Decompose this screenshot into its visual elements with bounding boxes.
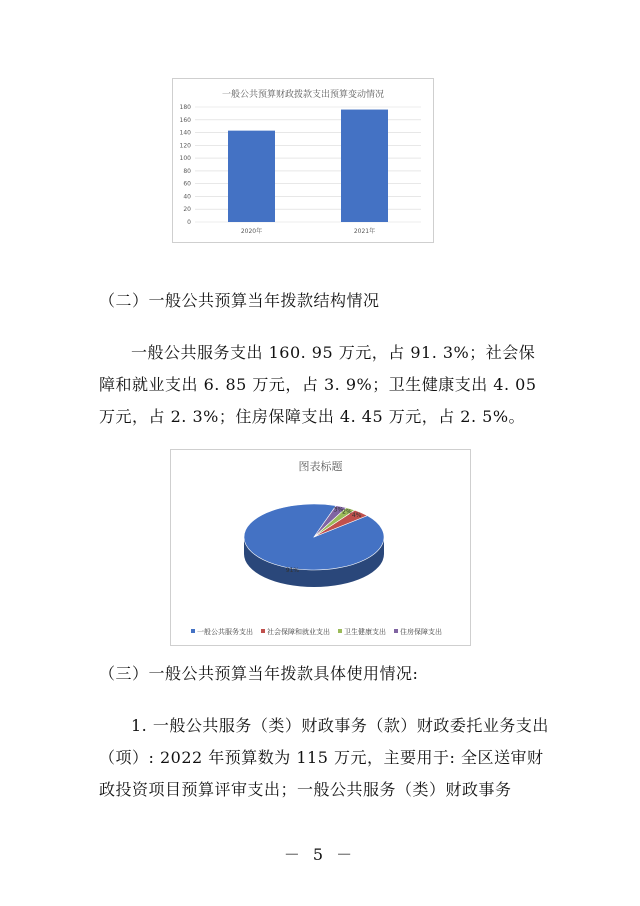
paragraph-usage: 1. 一般公共服务（类）财政事务（款）财政委托业务支出（项）: 2022 年预算数为 115 万元，主要用于: 全区送审财政投资项目预算评审支出；一般公共服务（类）财政事务 [99,716,549,799]
y-tick-label: 0 [187,219,191,226]
legend-label: 卫生健康支出 [344,628,386,636]
y-tick-label: 60 [183,180,191,188]
x-tick-label: 2020年 [240,228,263,235]
section-heading-3: （三）一般公共预算当年拨款具体使用情况: [99,664,419,683]
y-tick-label: 80 [183,167,191,175]
pie-data-label: 4% [351,512,362,520]
bar-chart-title: 一般公共预算财政拨款支出预算变动情况 [221,90,384,100]
y-tick-label: 160 [179,116,191,124]
y-tick-label: 120 [179,142,191,150]
bar [228,131,275,222]
x-tick-label: 2021年 [353,228,376,235]
pie-chart-title: 图表标题 [298,460,343,473]
page-number: － 5 － [283,845,357,864]
legend-label: 住房保障支出 [400,628,442,636]
y-tick-label: 40 [183,193,191,201]
bar-chart [172,78,434,243]
legend-swatch [338,629,342,633]
pie-data-label: 3% [333,506,344,514]
section-heading-2: （二）一般公共预算当年拨款结构情况 [99,291,380,310]
y-tick-label: 100 [179,155,191,163]
y-tick-label: 180 [179,104,191,111]
pie-data-label: 91% [285,567,300,575]
legend-swatch [261,629,265,633]
legend-label: 社会保障和就业支出 [267,628,330,636]
bar [341,110,388,222]
legend-label: 一般公共服务支出 [197,628,253,636]
legend-swatch [191,629,195,633]
paragraph-structure: 一般公共服务支出 160. 95 万元，占 91. 3%；社会保障和就业支出 6. 85 万元，占 3. 9%；卫生健康支出 4. 05 万元，占 2. 3%；住房保障支出 4. 45 万元，占 2. 5%。 [99,343,537,426]
legend-swatch [394,629,398,633]
pie-chart-plot [171,450,470,645]
pie-data-label: 2% [342,508,352,516]
bar-chart-plot [173,79,433,242]
y-tick-label: 140 [179,129,191,137]
pie-chart [170,449,471,646]
y-tick-label: 20 [183,206,191,214]
